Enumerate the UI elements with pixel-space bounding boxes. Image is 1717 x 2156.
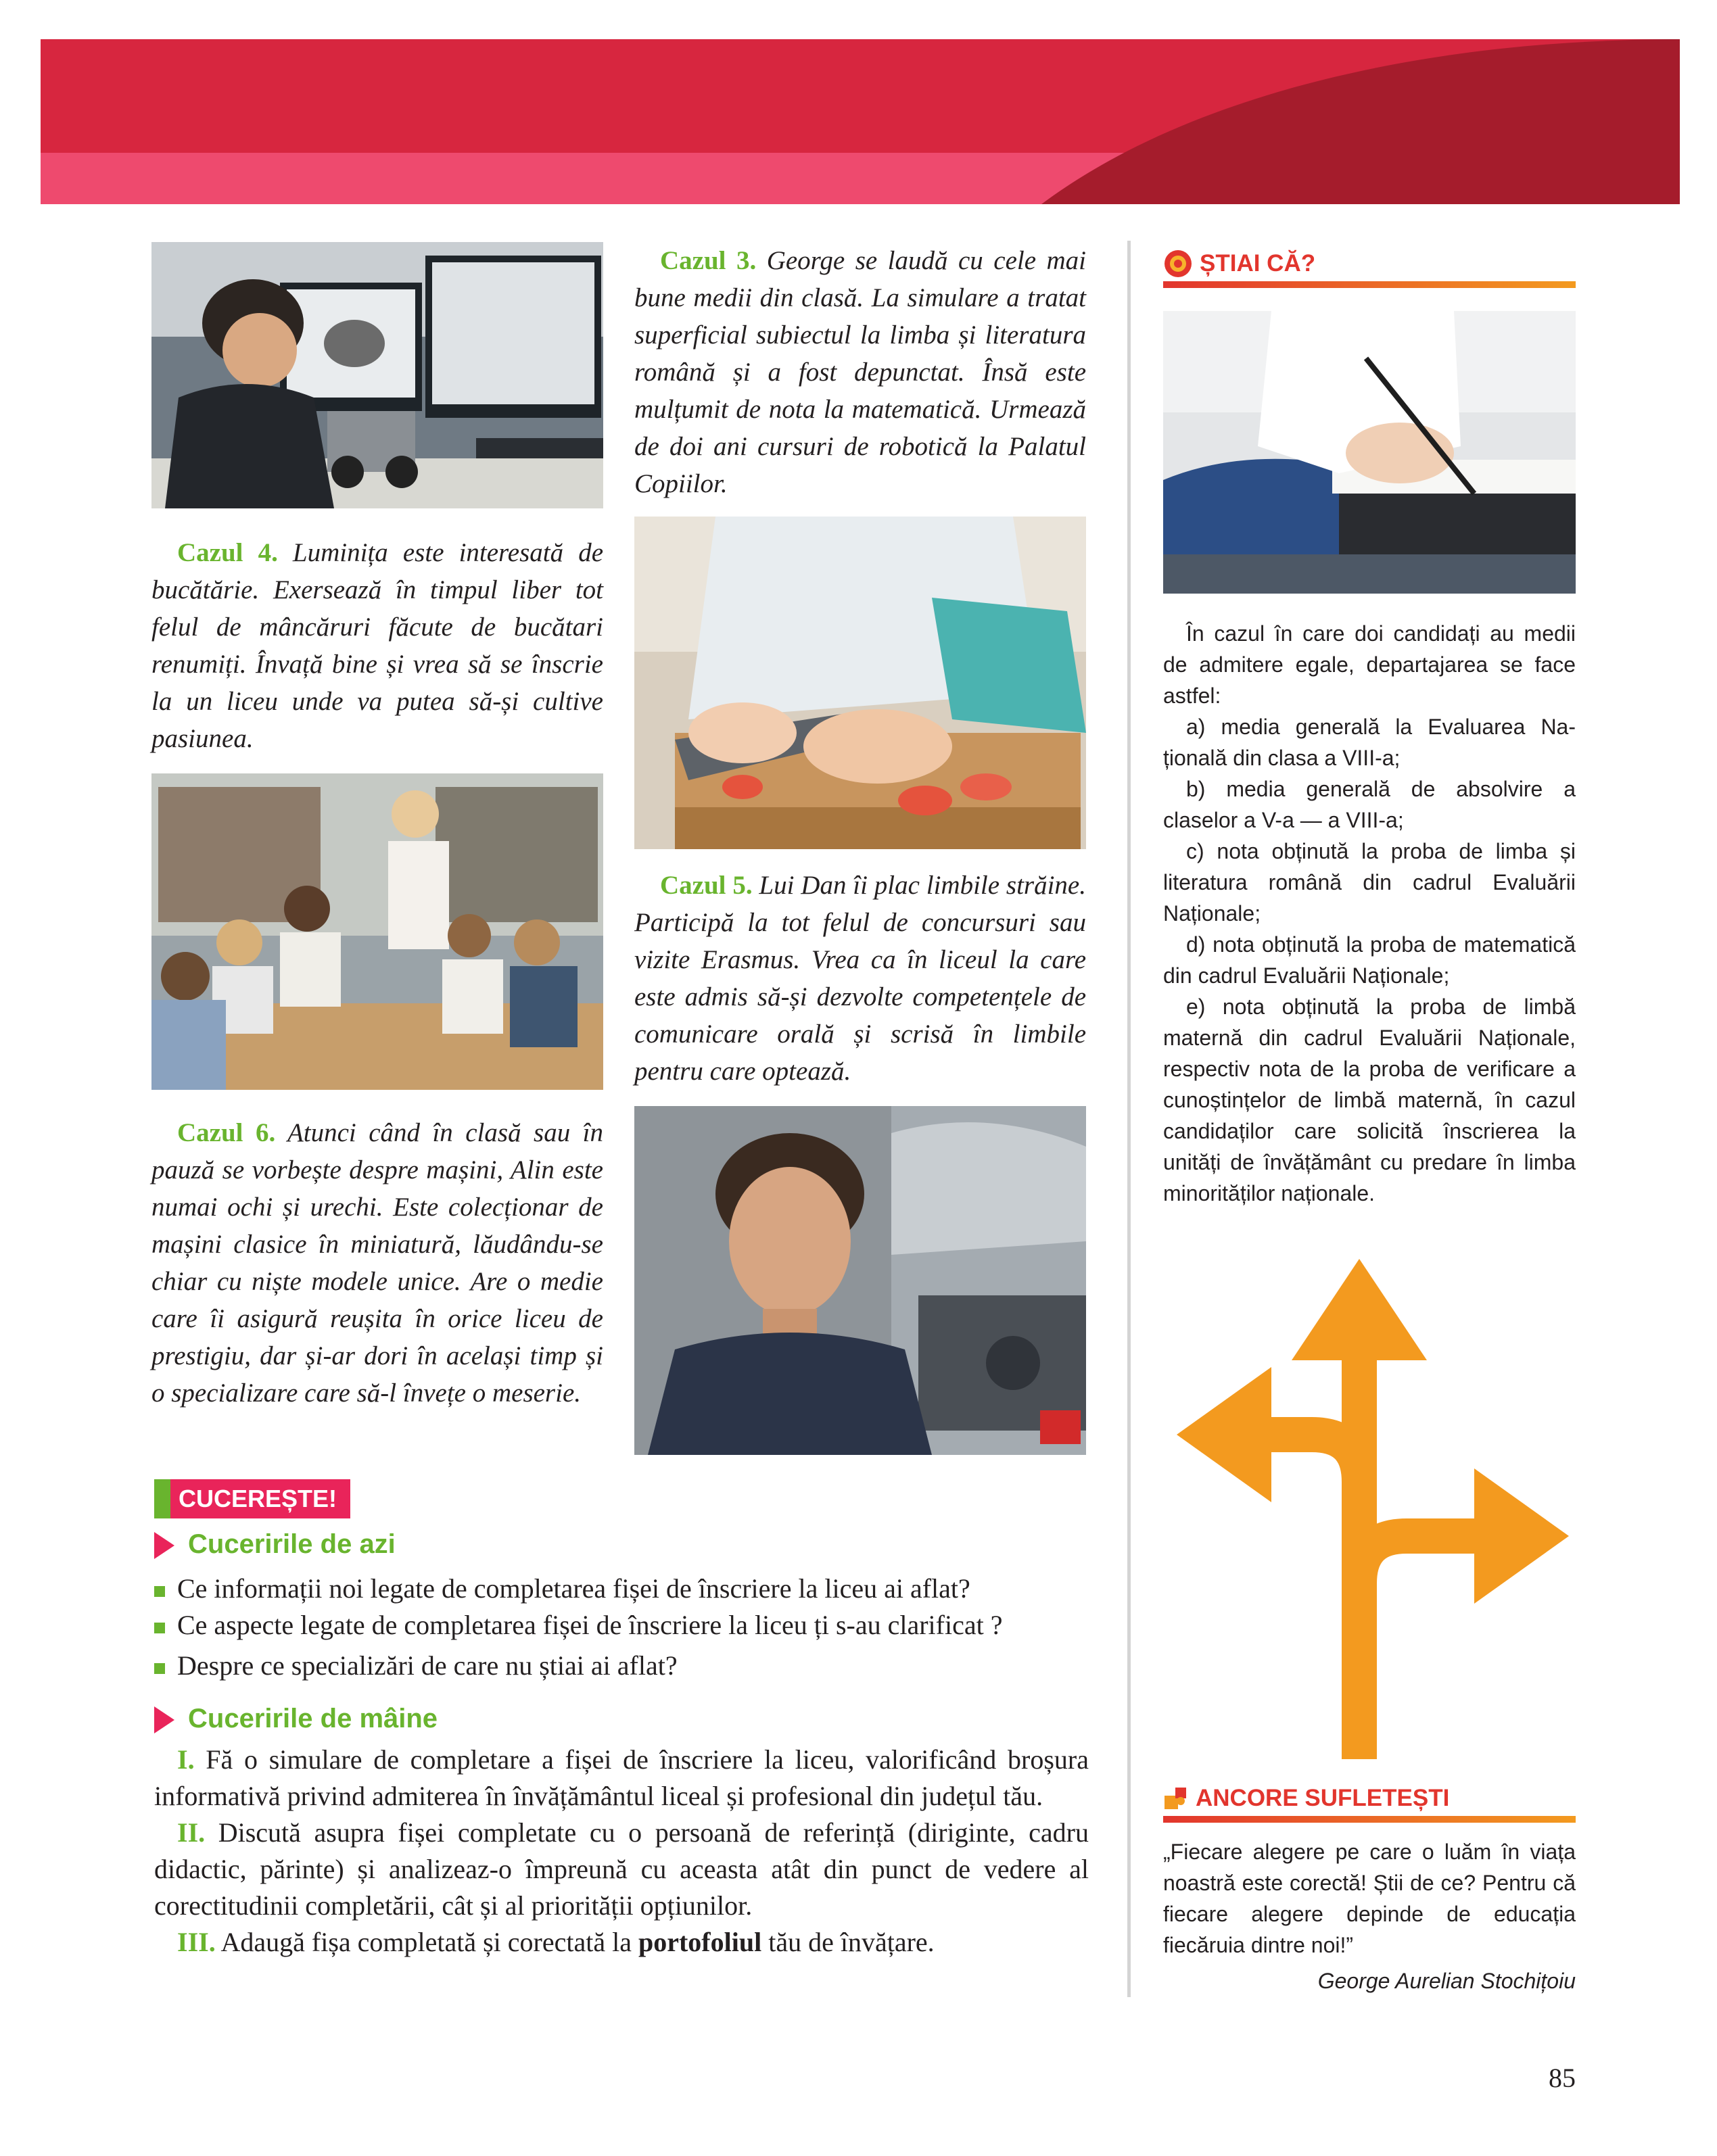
task-3-number: III. xyxy=(177,1927,216,1957)
photo-robotics xyxy=(151,242,603,508)
task-3-text: Adaugă fișa completată și corectată la xyxy=(215,1927,638,1957)
header-band xyxy=(41,39,1680,204)
page-number: 85 xyxy=(1549,2063,1576,2093)
play-icon xyxy=(154,1706,174,1733)
case-5-body: Lui Dan îi plac limbile străine. Participă la tot felul de concursuri sau vizite Erasmus. Vrea ca în liceul la care este admis să-și dezvolte competențele de comunicare orală și scrisă în limbile pentru care optează. xyxy=(634,871,1086,1086)
azi-item-text: Despre ce specializări de care nu știai ai aflat? xyxy=(177,1650,678,1681)
stiai-item-b: b) media generală de absolvire a claselor a V-a — a VIII-a; xyxy=(1163,777,1576,832)
azi-item-text: Ce informații noi legate de completarea fișei de înscriere la liceu ai aflat? xyxy=(177,1573,970,1604)
sun-icon xyxy=(1163,249,1193,279)
stiai-intro: În cazul în care doi candidați au medii de admitere egale, departajarea se face astfel: xyxy=(1163,621,1576,708)
stiai-item-e: e) nota obținută la proba de limbă maternă din cadrul Evaluării Naționale, respectiv nota de la proba de verificare a cunoștințelor de limbă maternă, în cazul candidaților care solicită înscrierea la unități de învățământ cu predare în limba minorităților naționale. xyxy=(1163,995,1576,1205)
ancore-rule xyxy=(1163,1816,1576,1823)
photo-writing xyxy=(1163,311,1576,594)
azi-item xyxy=(154,1609,1002,1641)
bullet-icon xyxy=(154,1623,165,1633)
task-1 xyxy=(154,1742,1089,1815)
photo-classroom xyxy=(151,773,603,1090)
task-2 xyxy=(154,1815,1089,1924)
case-3-text xyxy=(634,242,1086,502)
ancore-title: ANCORE SUFLETEȘTI xyxy=(1196,1785,1450,1811)
stiai-rule xyxy=(1163,281,1576,288)
task-3 xyxy=(154,1924,1089,1961)
direction-arrows-icon xyxy=(1177,1259,1569,1759)
ancore-quote: „Fiecare alegere pe care o luăm în viața noastră este corectă! Știi de ce? Pentru că fiecare alegere depinde de educația fiecăruia dintre noi!” xyxy=(1163,1840,1576,1957)
case-6-label: Cazul 6. xyxy=(177,1118,276,1147)
azi-item xyxy=(154,1573,970,1604)
stiai-text xyxy=(1163,618,1576,1209)
puzzle-icon xyxy=(1163,1785,1190,1812)
stiai-title: ȘTIAI CĂ? xyxy=(1200,250,1316,277)
task-2-text: Discută asupra fișei completate cu o persoană de referință (diriginte, cadru didactic, părinte) și analizeaz-o împreună cu aceasta atât din punct de vedere al corectitudinii completării, cât și al priorității opțiunilor. xyxy=(154,1817,1089,1921)
stiai-item-a: a) media generală la Evaluarea Națională din clasa a VIII-a; xyxy=(1163,715,1576,770)
case-3-label: Cazul 3. xyxy=(660,246,757,275)
play-icon xyxy=(154,1532,174,1559)
case-5-text xyxy=(634,867,1086,1090)
task-2-number: II. xyxy=(177,1817,206,1848)
azi-title: Cuceririle de azi xyxy=(188,1529,396,1559)
case-6-text xyxy=(151,1114,603,1412)
column-divider xyxy=(1127,241,1131,1997)
bullet-icon xyxy=(154,1663,165,1674)
quote-author: George Aurelian Stochițoiu xyxy=(1317,1969,1576,1993)
bullet-icon xyxy=(154,1586,165,1597)
maine-title: Cuceririle de mâine xyxy=(188,1704,438,1733)
case-5-label: Cazul 5. xyxy=(660,871,753,900)
task-1-number: I. xyxy=(177,1744,195,1775)
case-6-body: Atunci când în clasă sau în pauză se vorbește despre mașini, Alin este numai ochi și urechi. Este colecționar de mașini clasice în miniatură, lăudându-se chiar cu niște modele unice. Are o medie care îi asigură reușita în orice liceu de prestigiu, dar și-ar dori în același timp și o specializare care să-l învețe o meserie. xyxy=(151,1118,603,1408)
case-4-body: Luminița este interesată de bucătărie. Exersează în timpul liber tot felul de mâncăruri făcute de bucătari renumiți. Învață bine și vrea să se înscrie la un liceu unde va putea să-și cultive pasiunea. xyxy=(151,538,604,753)
cucereste-badge-label: CUCEREȘTE! xyxy=(179,1485,337,1512)
azi-item xyxy=(154,1650,678,1681)
stiai-item-c: c) nota obținută la proba de limba și literatura română din cadrul Evaluării Naționale; xyxy=(1163,839,1576,926)
photo-mechanic xyxy=(634,1106,1086,1455)
stiai-item-d: d) nota obținută la proba de matematică din cadrul Evaluării Naționale; xyxy=(1163,932,1576,988)
task-1-text: Fă o simulare de completare a fișei de înscriere la liceu, valorificând broșura informativă privind admiterea în învățământul liceal și profesional din județul tău. xyxy=(154,1744,1089,1811)
case-3-body: George se laudă cu cele mai bune medii din clasă. La simulare a tratat superficial subiectul la limba și literatura română și a fost depunctat. Însă este mulțumit de nota la matematică. Urmează de doi ani cursuri de robotică la Palatul Copiilor. xyxy=(634,246,1087,498)
task-3-text-end: tău de învățare. xyxy=(761,1927,935,1957)
cucereste-badge xyxy=(154,1479,350,1518)
case-4-text xyxy=(151,534,603,757)
azi-item-text: Ce aspecte legate de completarea fișei de înscriere la liceu ți s-au clarificat ? xyxy=(177,1610,1003,1640)
case-4-label: Cazul 4. xyxy=(177,538,278,567)
task-list xyxy=(154,1742,1089,1961)
photo-cooking xyxy=(634,517,1086,849)
cucereste-badge-accent xyxy=(154,1479,170,1518)
task-3-emphasis: portofoliul xyxy=(638,1927,762,1957)
